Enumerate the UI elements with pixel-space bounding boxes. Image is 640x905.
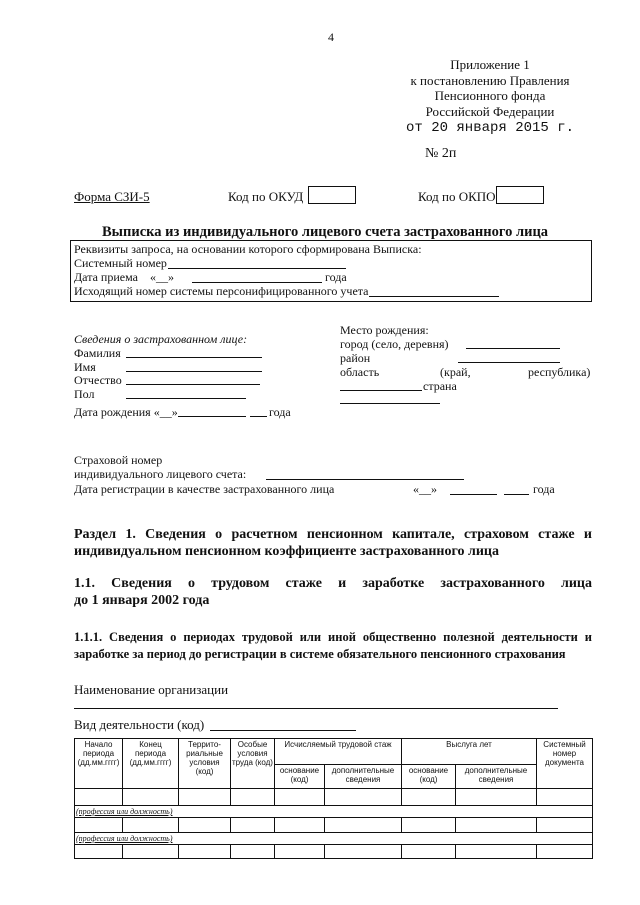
section-1-heading-line-2: индивидуальном пенсионном коэффициенте застрахованного лица [74,544,499,559]
approval-line-4: Российской Федерации [425,103,555,119]
activity-label: Вид деятельности (код) [74,717,205,732]
cell[interactable] [75,789,123,806]
birth-date-year: года [269,405,291,419]
header-system-number: Системный номер документа [537,739,593,789]
profession-label: (профессия или должность) [75,806,593,818]
header-service-extra: дополнительные сведения [456,765,537,789]
table-row [75,845,593,859]
request-heading: Реквизиты запроса, на основании которого сформирована Выписка: [74,242,422,256]
cell[interactable] [275,845,325,859]
header-labor-basis: основание (код) [275,765,325,789]
table-row [75,806,593,818]
document-title: Выписка из индивидуального лицевого счета застрахованного лица [102,224,549,240]
header-period-start: Начало периода (дд.мм.гггг) [75,739,123,789]
header-territorial: Террито-риальные условия (код) [179,739,231,789]
cell[interactable] [537,845,593,859]
birth-date-label: Дата рождения «__» [74,405,178,419]
surname-field[interactable] [126,357,262,358]
subsection-1-1-line-2: до 1 января 2002 года [74,593,210,608]
birthplace-country-field[interactable] [340,403,440,404]
activity-field[interactable] [210,730,356,731]
birthplace-region-field[interactable] [340,390,422,391]
table-row [75,789,593,806]
cell[interactable] [179,818,231,833]
name-field[interactable] [126,371,262,372]
header-special-conditions: Особые условия труда (код) [231,739,275,789]
insured-heading: Сведения о застрахованном лице: [74,332,248,346]
insurance-number-field[interactable] [266,479,464,480]
cell[interactable] [231,789,275,806]
birthplace-republic-label: республика) [528,365,591,379]
system-number-field[interactable] [168,268,346,269]
registration-date-label: Дата регистрации в качестве застрахованного лица [74,482,335,496]
approval-line-2: к постановлению Правления [410,72,570,88]
registration-date-month-field[interactable] [450,494,497,495]
receive-date-month-field[interactable] [192,282,322,283]
cell[interactable] [456,789,537,806]
approval-number: № 2п [425,146,457,161]
birthplace-krai-label: (край, [440,365,471,379]
cell[interactable] [325,818,402,833]
cell[interactable] [123,789,179,806]
cell[interactable] [325,789,402,806]
cell[interactable] [231,845,275,859]
subsection-1-1-line-1: 1.1. Сведения о трудовом стаже и заработке застрахованного лица [74,576,592,591]
registration-date-year-field[interactable] [504,494,529,495]
cell[interactable] [123,845,179,859]
subsection-1-1-1-line-1: 1.1.1. Сведения о периодах трудовой или иной общественно полезной деятельности и [74,630,592,644]
okud-label: Код по ОКУД [228,189,304,204]
birthplace-district-label: район [340,351,371,365]
birthplace-region-label: область [340,365,380,379]
approval-line-3: Пенсионного фонда [434,88,546,103]
table-row [75,833,593,845]
form-name: Форма СЗИ-5 [74,189,150,204]
approval-date: от 20 января 2015 г. [405,120,575,136]
header-service-years: Выслуга лет [402,739,537,765]
system-number-label: Системный номер [74,256,167,270]
cell[interactable] [402,789,456,806]
periods-table [74,738,593,859]
patronymic-field[interactable] [126,384,260,385]
cell[interactable] [537,789,593,806]
registration-date-year: года [533,482,555,496]
surname-label: Фамилия [74,346,121,360]
cell[interactable] [179,845,231,859]
insurance-number-label-2: индивидуального лицевого счета: [74,467,247,481]
cell[interactable] [456,818,537,833]
cell[interactable] [402,845,456,859]
birthplace-district-field[interactable] [458,362,560,363]
cell[interactable] [231,818,275,833]
header-period-end: Конец периода (дд.мм.гггг) [123,739,179,789]
table-row [75,818,593,833]
cell[interactable] [75,845,123,859]
birthplace-city-label: город (село, деревня) [340,337,449,351]
okud-field[interactable] [308,186,356,204]
cell[interactable] [456,845,537,859]
cell[interactable] [179,789,231,806]
registration-date-quote: «__» [413,482,437,496]
name-label: Имя [74,360,96,374]
insurance-number-label-1: Страховой номер [74,453,163,467]
approval-line-1: Приложение 1 [450,57,530,72]
organization-label: Наименование организации [74,682,229,697]
page-number: 4 [328,30,334,44]
organization-field[interactable] [74,708,558,709]
birthplace-city-field[interactable] [466,348,560,349]
cell[interactable] [275,789,325,806]
birthplace-heading: Место рождения: [340,323,429,337]
header-labor-experience: Исчисляемый трудовой стаж [275,739,402,765]
outgoing-number-field[interactable] [369,296,499,297]
receive-date-quote: «__» [150,270,174,284]
receive-date-year: года [325,270,347,284]
cell[interactable] [275,818,325,833]
okpo-label: Код по ОКПО [418,189,496,204]
subsection-1-1-1-line-2: заработке за период до регистрации в системе обязательного пенсионного страхования [74,647,566,661]
cell[interactable] [123,818,179,833]
cell[interactable] [325,845,402,859]
profession-label: (профессия или должность) [75,833,593,845]
gender-label: Пол [74,387,95,401]
header-labor-extra: дополнительные сведения [325,765,402,789]
cell[interactable] [537,818,593,833]
birth-date-year-field[interactable] [250,416,267,417]
receive-date-label: Дата приема [74,270,138,284]
cell[interactable] [75,818,123,833]
birthplace-country-label: страна [423,379,457,393]
section-1-heading-line-1: Раздел 1. Сведения о расчетном пенсионном капитале, страховом стаже и [74,527,592,542]
okpo-field[interactable] [496,186,544,204]
outgoing-number-label: Исходящий номер системы персонифицированного учета [74,284,369,298]
gender-field[interactable] [126,398,246,399]
header-service-basis: основание (код) [402,765,456,789]
birth-date-month-field[interactable] [178,416,246,417]
approval-block [405,57,575,137]
patronymic-label: Отчество [74,373,122,387]
cell[interactable] [402,818,456,833]
